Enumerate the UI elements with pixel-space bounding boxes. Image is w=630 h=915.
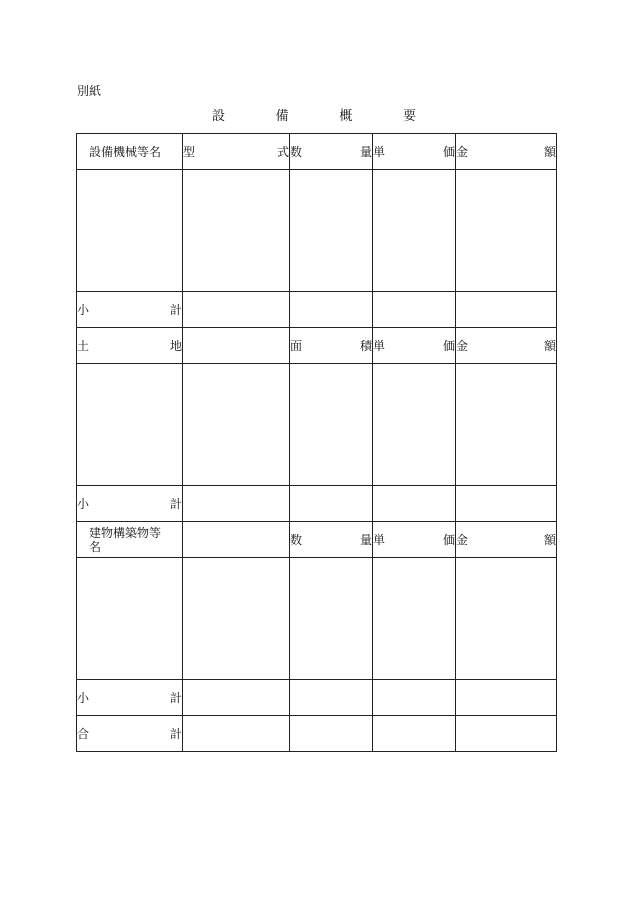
amount-header: 金 額 xyxy=(456,134,557,170)
entry-cell[interactable] xyxy=(290,364,373,486)
facility-summary-table xyxy=(76,133,557,752)
entry-cell[interactable] xyxy=(183,486,290,522)
building-entry-row xyxy=(77,558,557,680)
entry-cell[interactable] xyxy=(290,716,373,752)
total-label: 合 計 xyxy=(77,716,183,752)
entry-cell[interactable] xyxy=(456,486,557,522)
equipment-subtotal-row xyxy=(77,292,557,328)
entry-cell[interactable] xyxy=(373,558,456,680)
entry-cell[interactable] xyxy=(77,170,183,292)
entry-cell[interactable] xyxy=(373,292,456,328)
empty-header-cell xyxy=(183,328,290,364)
entry-cell[interactable] xyxy=(456,170,557,292)
subtotal-label: 小 計 xyxy=(77,486,183,522)
entry-cell[interactable] xyxy=(183,716,290,752)
unit-price-header: 単 価 xyxy=(373,134,456,170)
entry-cell[interactable] xyxy=(290,486,373,522)
amount-header: 金 額 xyxy=(456,328,557,364)
land-header-row xyxy=(77,328,557,364)
total-row xyxy=(77,716,557,752)
document-title xyxy=(212,109,416,125)
unit-price-header: 単 価 xyxy=(373,328,456,364)
area-header: 面 積 xyxy=(290,328,373,364)
equipment-entry-row xyxy=(77,170,557,292)
equipment-header-row xyxy=(77,134,557,170)
entry-cell[interactable] xyxy=(183,292,290,328)
unit-price-header: 単 価 xyxy=(373,522,456,558)
quantity-header: 数 量 xyxy=(290,522,373,558)
equipment-name-header: 設備機械等名 xyxy=(77,134,183,170)
entry-cell[interactable] xyxy=(77,364,183,486)
quantity-header: 数 量 xyxy=(290,134,373,170)
entry-cell[interactable] xyxy=(456,680,557,716)
entry-cell[interactable] xyxy=(290,558,373,680)
land-subtotal-row xyxy=(77,486,557,522)
annex-label: 別紙 xyxy=(77,84,102,98)
amount-header: 金 額 xyxy=(456,522,557,558)
entry-cell[interactable] xyxy=(77,558,183,680)
entry-cell[interactable] xyxy=(373,716,456,752)
subtotal-label: 小 計 xyxy=(77,680,183,716)
title-char: 概 xyxy=(339,109,353,124)
entry-cell[interactable] xyxy=(290,680,373,716)
title-char: 設 xyxy=(212,109,226,124)
entry-cell[interactable] xyxy=(456,558,557,680)
entry-cell[interactable] xyxy=(290,170,373,292)
entry-cell[interactable] xyxy=(456,292,557,328)
building-header-row xyxy=(77,522,557,558)
land-entry-row xyxy=(77,364,557,486)
entry-cell[interactable] xyxy=(373,364,456,486)
entry-cell[interactable] xyxy=(183,170,290,292)
empty-header-cell xyxy=(183,522,290,558)
entry-cell[interactable] xyxy=(456,364,557,486)
entry-cell[interactable] xyxy=(290,292,373,328)
building-name-header: 建物構築物等名 xyxy=(77,522,183,558)
building-subtotal-row xyxy=(77,680,557,716)
title-char: 備 xyxy=(275,109,289,124)
model-type-header: 型 式 xyxy=(183,134,290,170)
entry-cell[interactable] xyxy=(183,680,290,716)
entry-cell[interactable] xyxy=(456,716,557,752)
entry-cell[interactable] xyxy=(183,558,290,680)
entry-cell[interactable] xyxy=(373,170,456,292)
entry-cell[interactable] xyxy=(373,680,456,716)
subtotal-label: 小 計 xyxy=(77,292,183,328)
land-header: 土 地 xyxy=(77,328,183,364)
entry-cell[interactable] xyxy=(373,486,456,522)
entry-cell[interactable] xyxy=(183,364,290,486)
title-char: 要 xyxy=(402,109,416,124)
